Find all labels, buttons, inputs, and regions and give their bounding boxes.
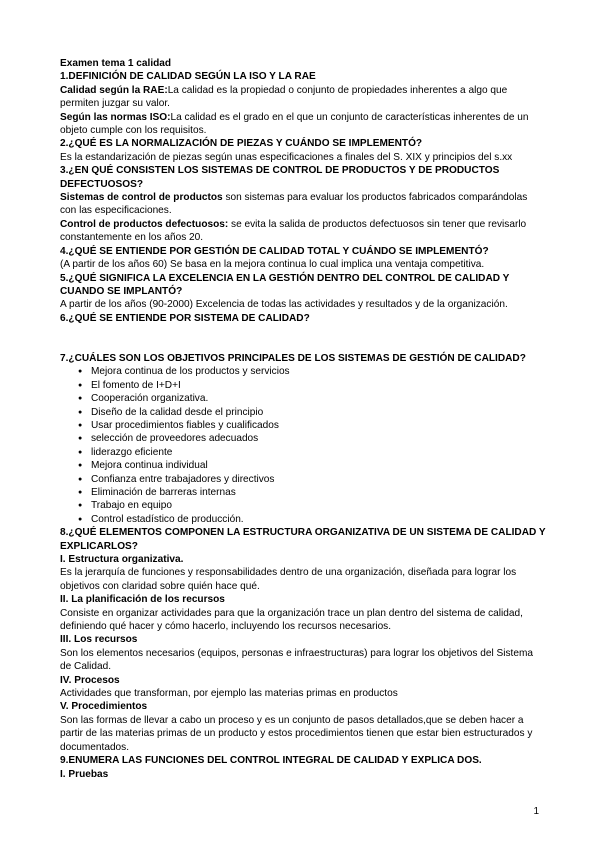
part-4-title: IV. Procesos bbox=[60, 674, 120, 686]
part-1-text: Es la jerarquía de funciones y responsabilidades dentro de una organización, diseñada para lograr los objetivos con claridad sobre quién hace qué. bbox=[60, 567, 517, 592]
list-item: ● selección de proveedores adecuados bbox=[78, 432, 546, 445]
blank-space bbox=[60, 325, 546, 352]
question-2-heading: 2.¿QUÉ ES LA NORMALIZACIÓN DE PIEZAS Y CUÁNDO SE IMPLEMENTÓ? bbox=[60, 138, 423, 150]
part-2-title: II. La planificación de los recursos bbox=[60, 594, 225, 606]
question-2-answer: Es la estandarización de piezas según unas especificaciones a finales del S. XIX y principios del s.xx bbox=[60, 151, 513, 163]
list-item: ● Usar procedimientos fiables y cualificados bbox=[78, 419, 546, 432]
defect-control-text: se evita la salida de productos defectuosos sin tener que revisarlo constantemente en los años 20. bbox=[60, 218, 527, 244]
iso-definition bbox=[60, 111, 546, 138]
part-2-text: Consiste en organizar actividades para que la organización trace un plan dentro del sistema de calidad, definiendo qué hacer y cómo hacerlo, incluyendo los recursos necesarios. bbox=[60, 607, 523, 633]
iso-text: La calidad es el grado en el que un conjunto de características inherentes de un objeto cumple con los requisitos. bbox=[60, 111, 529, 137]
question-5-answer: A partir de los años (90-2000) Excelencia de todas las actividades y resultados y de la organización. bbox=[60, 299, 508, 311]
product-control-answer bbox=[60, 191, 546, 218]
list-item: ● Confianza entre trabajadores y directivos bbox=[78, 473, 546, 486]
part-4-text: Actividades que transforman, por ejemplo las materias primas en productos bbox=[60, 688, 398, 700]
defect-control-label: Control de productos defectuosos: bbox=[60, 218, 229, 230]
rae-label: Calidad según la RAE: bbox=[60, 84, 168, 96]
list-item: ● Mejora continua individual bbox=[78, 459, 546, 472]
list-item: ● Mejora continua de los productos y servicios bbox=[78, 365, 546, 378]
document-body bbox=[60, 57, 546, 781]
list-item: ● Control estadístico de producción. bbox=[78, 513, 546, 526]
list-item: ● liderazgo eficiente bbox=[78, 446, 546, 459]
list-item: ● El fomento de I+D+I bbox=[78, 379, 546, 392]
part-5-text: Son las formas de llevar a cabo un proceso y es un conjunto de pasos detallados,que se deben hacer a partir de las materias primas de un producto y estos procedimientos tienen que estar bien estructurados y documentados. bbox=[60, 714, 533, 753]
part-3-text: Son los elementos necesarios (equipos, personas e infraestructuras) para lograr los objetivos del Sistema de Calidad. bbox=[60, 647, 533, 673]
list-item: ● Diseño de la calidad desde el principio bbox=[78, 406, 546, 419]
product-control-label: Sistemas de control de productos bbox=[60, 192, 223, 204]
part-1-title: I. Estructura organizativa. bbox=[60, 554, 184, 566]
question-1-heading: 1.DEFINICIÓN DE CALIDAD SEGÚN LA ISO Y LA RAE bbox=[60, 71, 316, 83]
objectives-list bbox=[60, 365, 546, 526]
defect-control-answer bbox=[60, 218, 546, 245]
iso-label: Según las normas ISO: bbox=[60, 111, 171, 123]
document-title: Examen tema 1 calidad bbox=[60, 58, 172, 69]
list-item: ● Trabajo en equipo bbox=[78, 499, 546, 512]
product-control-text: son sistemas para evaluar los productos fabricados comparándolas con las especificaciones. bbox=[60, 192, 528, 217]
list-item: ● Cooperación organizativa. bbox=[78, 392, 546, 405]
rae-definition bbox=[60, 84, 546, 111]
question-8-heading: 8.¿QUÉ ELEMENTOS COMPONEN LA ESTRUCTURA ORGANIZATIVA DE UN SISTEMA DE CALIDAD Y EXPLICARLOS? bbox=[60, 527, 546, 552]
rae-text: La calidad es la propiedad o conjunto de propiedades inherentes a algo que permiten juzgar su valor. bbox=[60, 84, 508, 110]
question-3-heading: 3.¿EN QUÉ CONSISTEN LOS SISTEMAS DE CONTROL DE PRODUCTOS Y DE PRODUCTOS DEFECTUOSOS? bbox=[60, 165, 500, 190]
part-3-title: III. Los recursos bbox=[60, 634, 138, 646]
page-number: 1 bbox=[533, 806, 539, 817]
question-4-heading: 4.¿QUÉ SE ENTIENDE POR GESTIÓN DE CALIDAD TOTAL Y CUÁNDO SE IMPLEMENTÓ? bbox=[60, 245, 489, 257]
question-6-heading: 6.¿QUÉ SE ENTIENDE POR SISTEMA DE CALIDAD? bbox=[60, 312, 310, 324]
list-item: ● Eliminación de barreras internas bbox=[78, 486, 546, 499]
part-5-title: V. Procedimientos bbox=[60, 701, 148, 713]
question-5-heading: 5.¿QUÉ SIGNIFICA LA EXCELENCIA EN LA GESTIÓN DENTRO DEL CONTROL DE CALIDAD Y CUANDO SE IMPLANTÓ? bbox=[60, 272, 510, 297]
question-4-answer: (A partir de los años 60) Se basa en la mejora continua lo cual implica una ventaja competitiva. bbox=[60, 259, 485, 271]
question-7-heading: 7.¿CUÁLES SON LOS OBJETIVOS PRINCIPALES DE LOS SISTEMAS DE GESTIÓN DE CALIDAD? bbox=[60, 352, 526, 364]
question-9-heading: 9.ENUMERA LAS FUNCIONES DEL CONTROL INTEGRAL DE CALIDAD Y EXPLICA DOS. bbox=[60, 755, 482, 767]
question-9-subheading: I. Pruebas bbox=[60, 768, 109, 780]
